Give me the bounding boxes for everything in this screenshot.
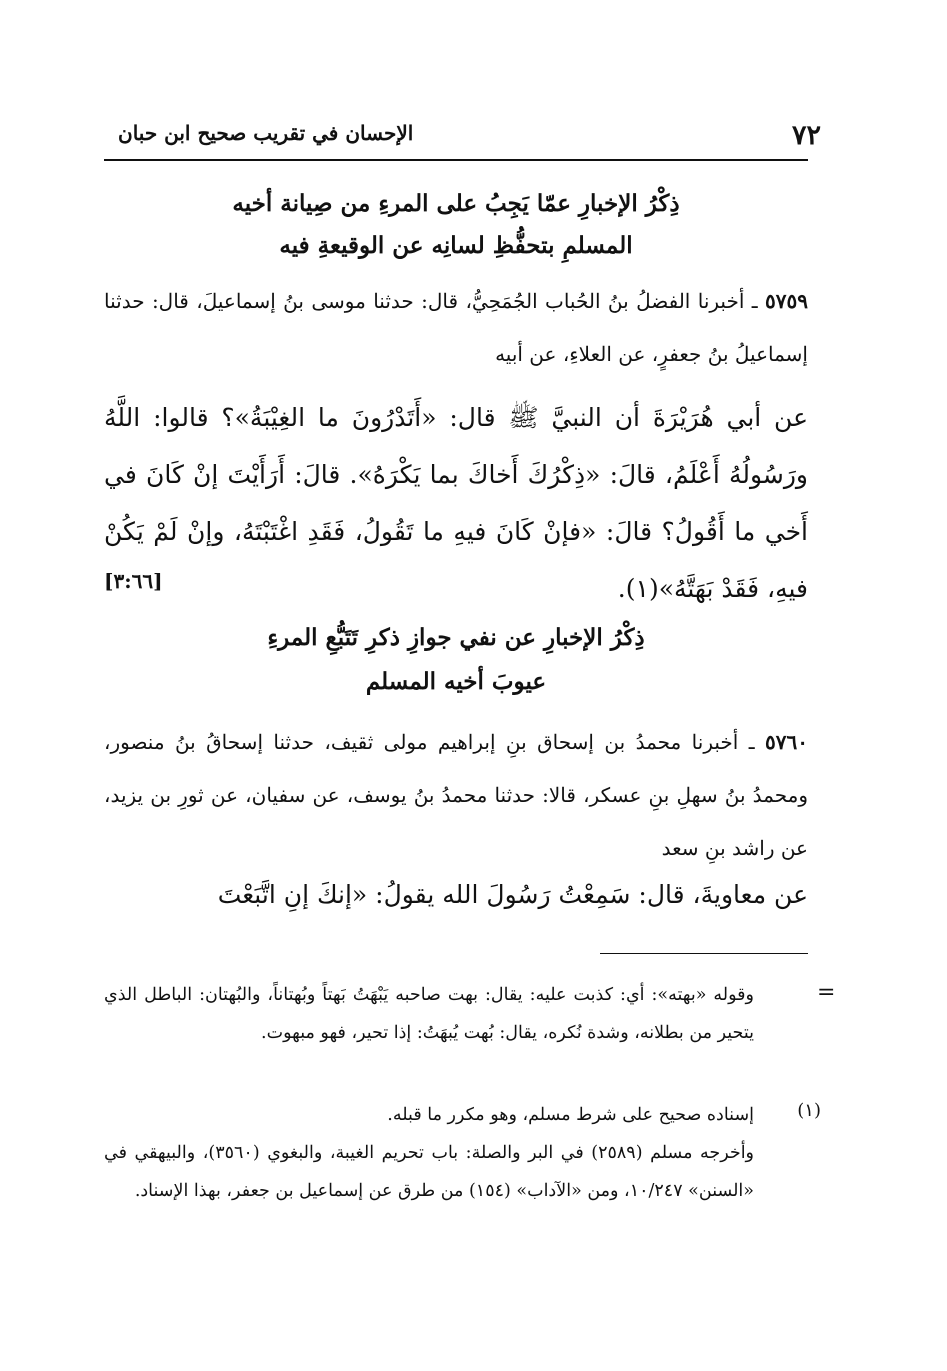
hadith-5759-isnad [104, 275, 808, 381]
hadith-number: ٥٧٥٩ [765, 289, 808, 313]
footnote-1-line-1: إسناده صحيح على شرط مسلم، وهو مكرر ما قبله. [387, 1105, 754, 1125]
continuation-mark: = [817, 980, 836, 1005]
page-number: ٧٢ [791, 120, 821, 151]
chapter-heading-1-line-1: ذِكْرُ الإخبارِ عمّا يَجِبُ على المرءِ من صِيانة أخيه [232, 190, 680, 217]
isnad-text: ـ أخبرنا الفضلُ بنُ الحُباب الجُمَحِيُّ، قال: حدثنا موسى بنُ إسماعيلَ، قال: حدثنا إسماعيلُ بنُ جعفرٍ، عن العلاءِ، عن أبيه [104, 289, 808, 366]
footnote-continuation: وقوله «بهته»: أي: كذبت عليه: يقال: بهت صاحبه يَبْهَتُ بَهتاً وبُهتاناً، والبُهتان: الباطل الذي يتحير من بطلانه، وشدة نُكره، يقال: بُهت يُبهَتُ: إذا تحير، فهو مبهوت. [104, 985, 754, 1043]
hadith-number: ٥٧٦٠ [765, 730, 808, 754]
isnad-text: ـ أخبرنا محمدُ بن إسحاق بنِ إبراهيم مولى ثقيف، حدثنا إسحاقُ بنُ منصور، ومحمدُ بنُ سهلِ بنِ عسكر، قالا: حدثنا محمدُ بنُ يوسف، عن سفيان، عن ثورِ بن يزيد، عن راشد بنِ سعد [104, 730, 808, 860]
footnote-rule [600, 953, 808, 954]
footnote-1-marker: (١) [797, 1100, 821, 1121]
running-header-title: الإحسان في تقريب صحيح ابن حبان [118, 121, 414, 145]
hadith-5760-matn: عن معاويةَ، قال: سَمِعْتُ رَسُولَ الله يقولُ: «إنكَ إنِ اتَّبَعْتَ [217, 880, 808, 909]
hadith-5759-matn: عن أبي هُرَيْرَةَ أن النبيَّ ﷺ قال: «أَتَدْرُونَ ما الغِيْبَةُ»؟ قالوا: اللَّهُ ورَسُولُهُ أَعْلَمُ، قالَ: «ذِكْرُكَ أَخاكَ بما يَكْرَهُ». قالَ: أَرَأَيْتَ إنْ كَانَ في أَخي ما أَقُولُ؟ قالَ: «فإنْ كَانَ فيهِ ما تَقُولُ، فَقَدِ اغْتَبْتَهُ، وإنْ لَمْ يَكُنْ فيهِ، فَقَدْ بَهَتَّهُ»(١). [104, 403, 809, 603]
chapter-heading-2-line-2: عيوبَ أخيه المسلم [365, 668, 547, 695]
chapter-heading-1-line-2: المسلمِ بتحفُّظِ لسانِه عن الوقيعةِ فيه [279, 232, 633, 259]
chapter-heading-2-line-1: ذِكْرُ الإخبارِ عن نفي جوازِ ذكرِ تَتَبُّعِ المرءِ [267, 624, 645, 651]
footnote-1-line-2: وأخرجه مسلم (٢٥٨٩) في البر والصلة: باب تحريم الغيبة، والبغوي (٣٥٦٠)، والبيهقي في «السنن» ١٠/٢٤٧، ومن «الآداب» (١٥٤) من طرق عن إسماعيل بن جعفر، بهذا الإسناد. [104, 1143, 755, 1201]
source-reference: [٣:٦٦] [104, 569, 163, 593]
header-rule [104, 159, 808, 161]
hadith-5760-isnad [104, 716, 808, 875]
